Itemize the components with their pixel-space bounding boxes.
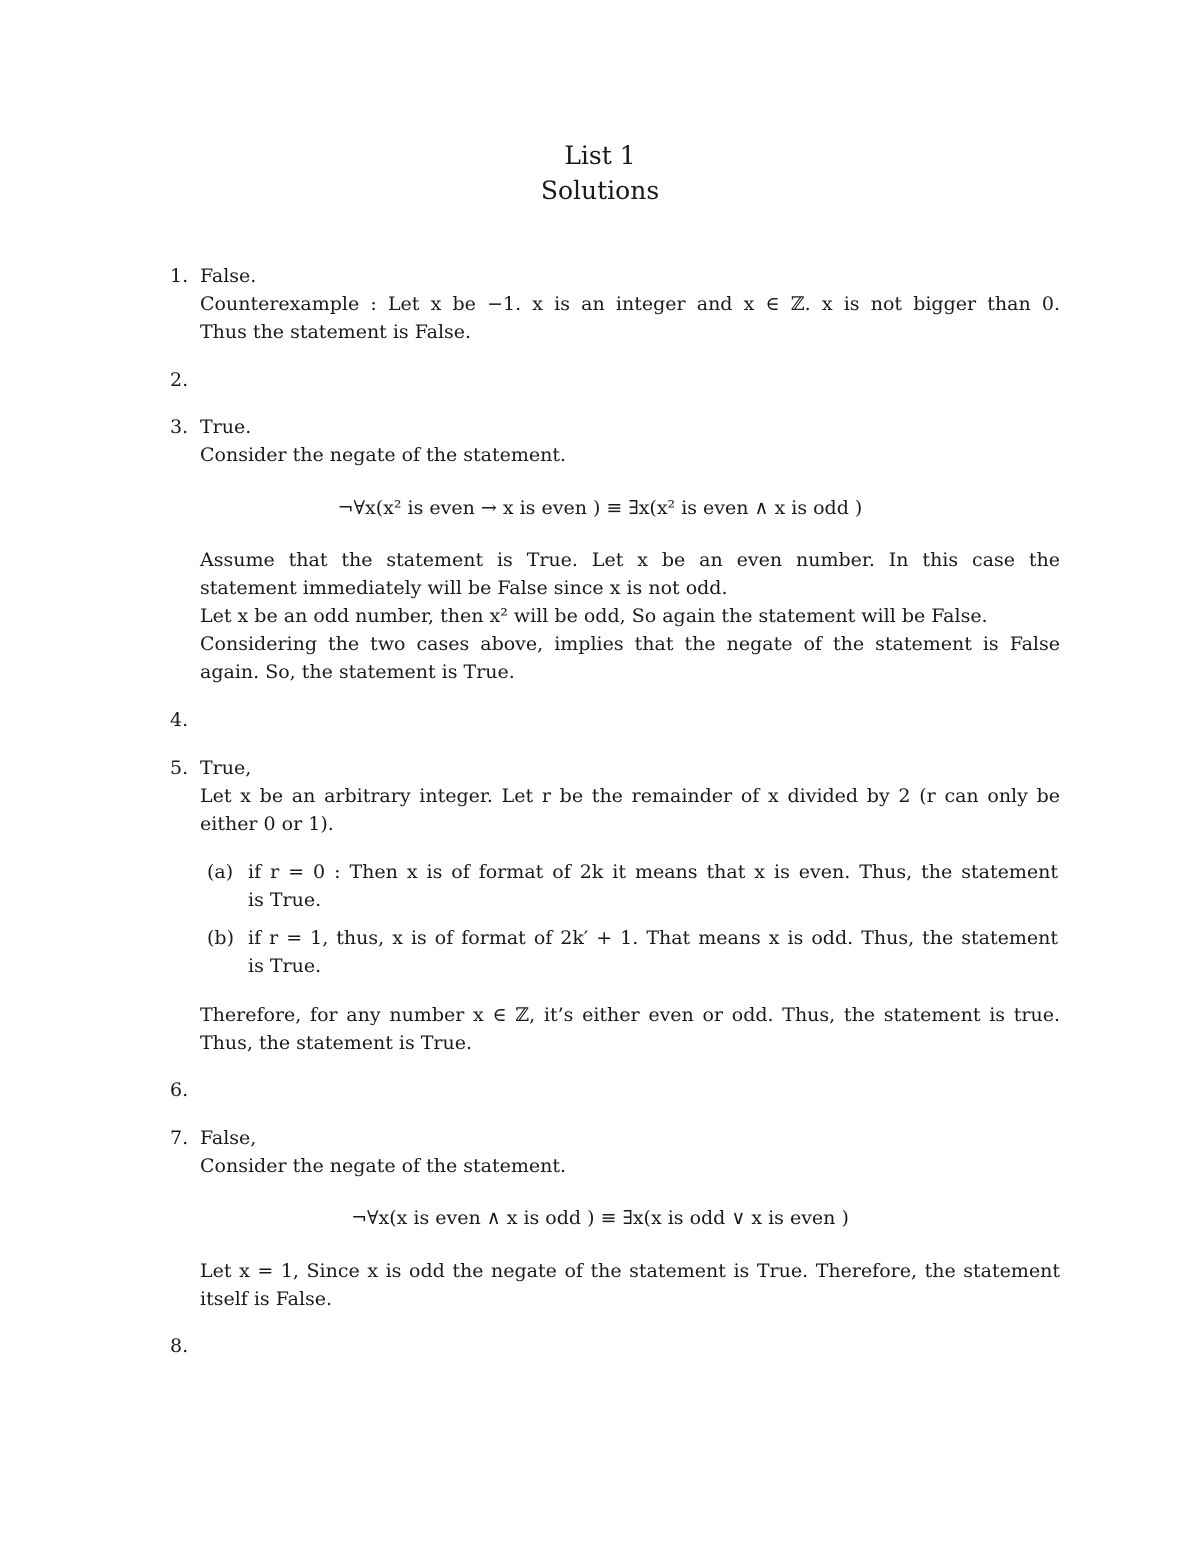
q5-subitem-line: is True.: [248, 955, 322, 977]
q5-text-line: either 0 or 1).: [200, 813, 334, 835]
q3-text-line: statement immediately will be False since x is not odd.: [200, 577, 728, 599]
q5-text-line: Therefore, for any number x ∈ ℤ, it’s either even or odd. Thus, the statement is true.: [200, 1004, 1060, 1026]
item-number: 4.: [170, 709, 189, 731]
q7-equation: ¬∀x(x is even ∧ x is odd ) ≡ ∃x(x is odd ∨ x is even ): [351, 1207, 849, 1229]
item-number: 8.: [170, 1335, 189, 1357]
item-number: 7.: [170, 1127, 189, 1149]
q1-text-line: Thus the statement is False.: [200, 321, 472, 343]
item-number: 5.: [170, 757, 189, 779]
q5-subitem-label: (b): [207, 927, 234, 949]
q3-text-line: Considering the two cases above, implies that the negate of the statement is False: [200, 633, 1060, 655]
q3-text-line: Assume that the statement is True. Let x be an even number. In this case the: [200, 549, 1060, 571]
q5-verdict: True,: [200, 757, 252, 779]
q3-text-line: again. So, the statement is True.: [200, 661, 515, 683]
q7-text-line: Let x = 1, Since x is odd the negate of the statement is True. Therefore, the statement: [200, 1260, 1060, 1282]
q1-text-line: Counterexample : Let x be −1. x is an integer and x ∈ ℤ. x is not bigger than 0.: [200, 293, 1060, 315]
q5-subitem-label: (a): [207, 861, 234, 883]
q5-text-line: Thus, the statement is True.: [200, 1032, 473, 1054]
item-number: 1.: [170, 265, 189, 287]
q7-verdict: False,: [200, 1127, 257, 1149]
q5-subitem-line: if r = 1, thus, x is of format of 2k′ + 1. That means x is odd. Thus, the statement: [248, 927, 1058, 949]
q5-subitem-line: if r = 0 : Then x is of format of 2k it means that x is even. Thus, the statement: [248, 861, 1058, 883]
q7-text-line: Consider the negate of the statement.: [200, 1155, 567, 1177]
q7-text-line: itself is False.: [200, 1288, 333, 1310]
page-subtitle: Solutions: [540, 176, 660, 205]
q3-equation: ¬∀x(x² is even → x is even ) ≡ ∃x(x² is even ∧ x is odd ): [337, 497, 863, 519]
q3-text-line: Consider the negate of the statement.: [200, 444, 567, 466]
q5-subitem-line: is True.: [248, 889, 322, 911]
page-title: List 1: [564, 141, 636, 170]
q1-verdict: False.: [200, 265, 257, 287]
q3-verdict: True.: [200, 416, 252, 438]
item-number: 6.: [170, 1079, 189, 1101]
item-number: 2.: [170, 369, 189, 391]
q3-text-line: Let x be an odd number, then x² will be odd, So again the statement will be False.: [200, 605, 988, 627]
q5-text-line: Let x be an arbitrary integer. Let r be the remainder of x divided by 2 (r can only be: [200, 785, 1060, 807]
item-number: 3.: [170, 416, 189, 438]
